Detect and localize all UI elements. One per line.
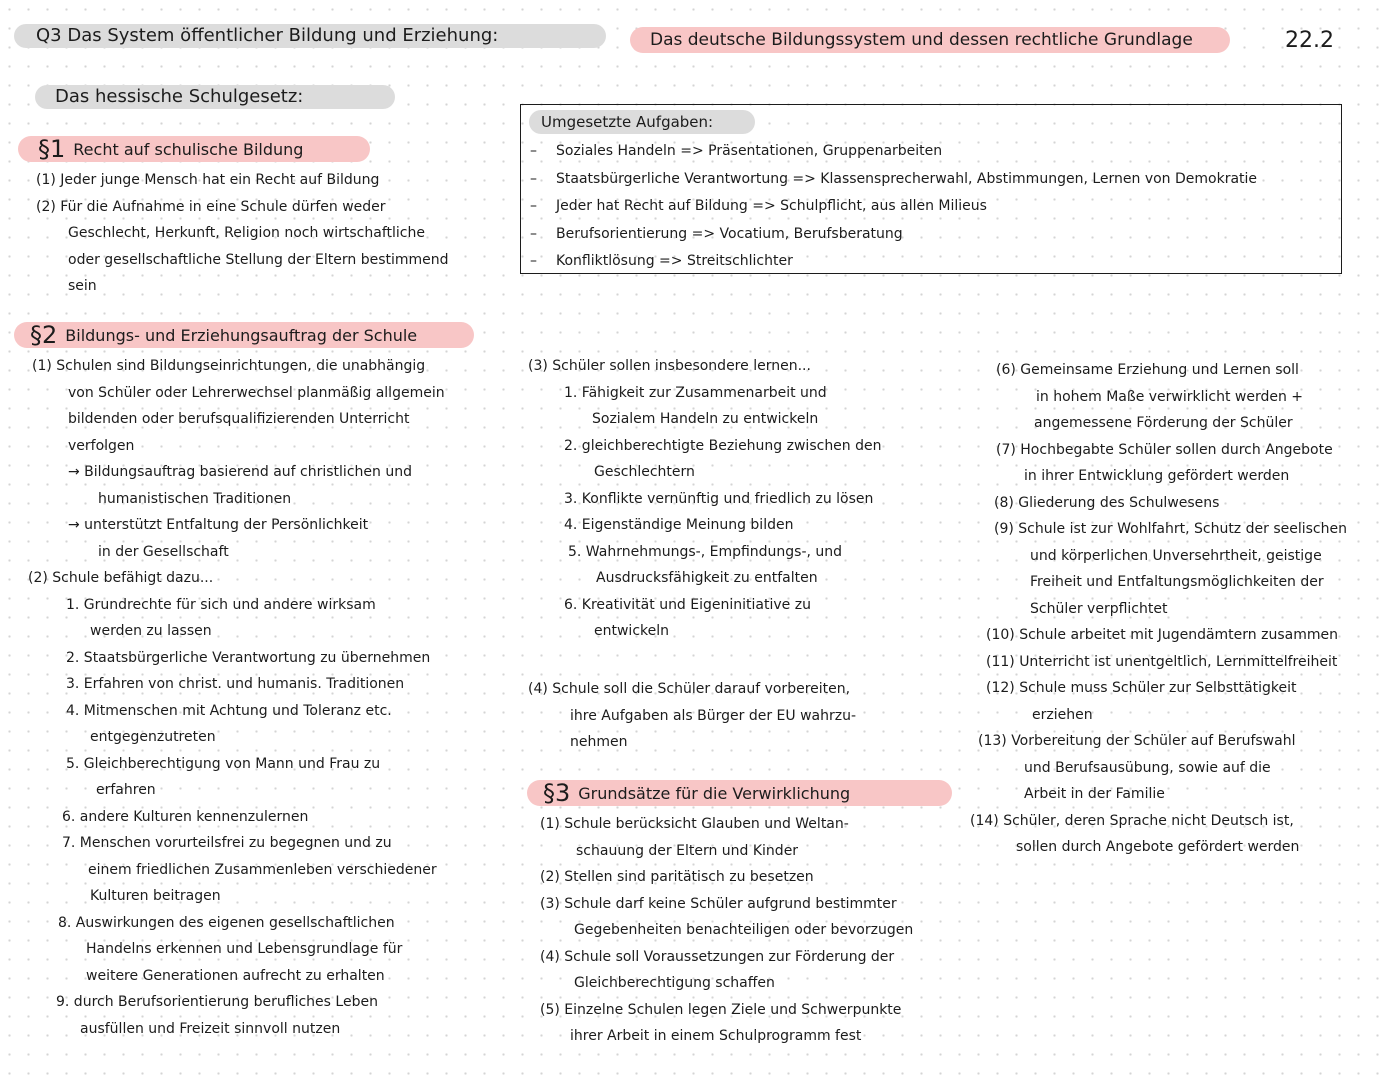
text-line: Gegebenheiten benachteiligen oder bevorzugen: [574, 922, 914, 938]
text-line: Geschlecht, Herkunft, Religion noch wirtschaftliche: [68, 225, 425, 241]
text-line: und körperlichen Unversehrtheit, geistige: [1030, 547, 1322, 564]
text-line: Handelns erkennen und Lebensgrundlage für: [86, 941, 403, 957]
text-line: (12) Schule muss Schüler zur Selbsttätigkeit: [986, 680, 1297, 696]
text-line: (1) Schulen sind Bildungseinrichtungen, die unabhängig: [32, 358, 426, 374]
text-line: 1. Fähigkeit zur Zusammenarbeit und: [564, 384, 827, 401]
paragraph-2-column-1: [28, 353, 445, 1042]
text-line: (2) Schule befähigt dazu...: [28, 570, 214, 586]
text-line: (7) Hochbegabte Schüler sollen durch Angebote: [996, 441, 1333, 458]
paragraph-2-symbol: §2: [30, 321, 58, 349]
text-line: in hohem Maße verwirklicht werden +: [1036, 388, 1304, 405]
text-line: in der Gesellschaft: [98, 543, 229, 560]
text-line: nehmen: [570, 734, 628, 750]
page-title: Q3 Das System öffentlicher Bildung und Erziehung:: [14, 24, 606, 48]
text-line: 3. Erfahren von christ. und humanis. Traditionen: [66, 676, 405, 692]
text-line: (13) Vorbereitung der Schüler auf Berufswahl: [978, 733, 1296, 749]
text-line: erziehen: [1032, 706, 1093, 723]
text-line: sollen durch Angebote gefördert werden: [1016, 839, 1300, 855]
paragraph-2-column-3: [970, 357, 1347, 861]
text-line: entwickeln: [594, 623, 669, 639]
text-line: Kulturen beitragen: [90, 888, 221, 904]
text-line: → unterstützt Entfaltung der Persönlichkeit: [68, 517, 369, 533]
text-line: 2. Staatsbürgerliche Verantwortung zu übernehmen: [66, 649, 431, 666]
text-line: (8) Gliederung des Schulwesens: [994, 494, 1220, 511]
text-line: 3. Konflikte vernünftig und friedlich zu lösen: [564, 490, 874, 507]
text-line: (1) Jeder junge Mensch hat ein Recht auf Bildung: [36, 172, 380, 188]
text-line: ihrer Arbeit in einem Schulprogramm fest: [570, 1028, 862, 1044]
paragraph-1-symbol: §1: [38, 135, 66, 163]
list-item: – Konfliktlösung => Streitschlichter: [530, 253, 793, 269]
text-line: (10) Schule arbeitet mit Jugendämtern zusammen: [986, 627, 1338, 643]
text-line: (1) Schule berücksicht Glauben und Weltan-: [540, 816, 849, 832]
list-item: – Berufsorientierung => Vocatium, Berufsberatung: [530, 225, 903, 242]
text-line: humanistischen Traditionen: [98, 490, 292, 507]
text-line: 6. Kreativität und Eigeninitiative zu: [564, 596, 811, 613]
list-item: – Soziales Handeln => Präsentationen, Gruppenarbeiten: [530, 143, 943, 159]
text-line: und Berufsausübung, sowie auf die: [1024, 759, 1271, 776]
paragraph-1-heading: §1 Recht auf schulische Bildung: [18, 136, 370, 162]
text-line: weitere Generationen aufrecht zu erhalten: [86, 967, 385, 984]
text-line: 4. Eigenständige Meinung bilden: [564, 517, 794, 533]
paragraph-3-heading: §3 Grundsätze für die Verwirklichung: [527, 780, 952, 806]
text-line: sein: [68, 278, 97, 294]
text-line: (4) Schule soll die Schüler darauf vorbereiten,: [528, 681, 851, 697]
text-line: in ihrer Entwicklung gefördert werden: [1024, 468, 1290, 484]
text-line: werden zu lassen: [90, 623, 212, 639]
paragraph-2-column-2b: [528, 676, 856, 756]
paragraph-1-body: [36, 167, 449, 300]
tasks-list: [530, 138, 1257, 276]
text-line: (3) Schüler sollen insbesondere lernen...: [528, 358, 811, 374]
text-line: 2. gleichberechtigte Beziehung zwischen den: [564, 437, 882, 454]
text-line: → Bildungsauftrag basierend auf christlichen und: [68, 464, 412, 480]
text-line: (4) Schule soll Voraussetzungen zur Förderung der: [540, 948, 895, 965]
text-line: Schüler verpflichtet: [1030, 600, 1168, 617]
text-line: Arbeit in der Familie: [1024, 786, 1165, 802]
section-heading-schulgesetz: Das hessische Schulgesetz:: [35, 85, 395, 109]
tasks-box-title: Umgesetzte Aufgaben:: [529, 110, 755, 134]
text-line: schauung der Eltern und Kinder: [576, 842, 799, 859]
text-line: Ausdrucksfähigkeit zu entfalten: [596, 570, 818, 586]
text-line: angemessene Förderung der Schüler: [1034, 415, 1293, 431]
topic-title: Das deutsche Bildungssystem und dessen rechtliche Grundlage: [630, 27, 1230, 53]
text-line: 5. Wahrnehmungs-, Empfindungs-, und: [568, 543, 843, 560]
text-line: Freiheit und Entfaltungsmöglichkeiten der: [1030, 574, 1324, 590]
text-line: (9) Schule ist zur Wohlfahrt, Schutz der seelischen: [994, 521, 1347, 537]
date-label: 22.2: [1285, 28, 1334, 53]
text-line: Sozialem Handeln zu entwickeln: [592, 411, 819, 427]
text-line: (2) Für die Aufnahme in eine Schule dürfen weder: [36, 198, 386, 215]
paragraph-2-heading: §2 Bildungs- und Erziehungsauftrag der Schule: [14, 322, 474, 348]
text-line: (3) Schule darf keine Schüler aufgrund bestimmter: [540, 895, 897, 912]
text-line: (14) Schüler, deren Sprache nicht Deutsch ist,: [970, 812, 1294, 829]
paragraph-2-column-2: [528, 353, 882, 645]
text-line: bildenden oder berufsqualifizierenden Unterricht: [68, 411, 410, 427]
text-line: 8. Auswirkungen des eigenen gesellschaftlichen: [58, 914, 395, 931]
text-line: ihre Aufgaben als Bürger der EU wahrzu-: [570, 707, 857, 724]
text-line: 1. Grundrechte für sich und andere wirksam: [66, 596, 376, 613]
text-line: 7. Menschen vorurteilsfrei zu begegnen und zu: [62, 835, 392, 851]
text-line: Geschlechtern: [594, 464, 695, 480]
text-line: (11) Unterricht ist unentgeltlich, Lernmittelfreiheit: [986, 653, 1338, 670]
text-line: entgegenzutreten: [90, 729, 216, 745]
text-line: (6) Gemeinsame Erziehung und Lernen soll: [996, 362, 1299, 378]
text-line: ausfüllen und Freizeit sinnvoll nutzen: [80, 1020, 341, 1037]
list-item: – Jeder hat Recht auf Bildung => Schulpflicht, aus allen Milieus: [530, 198, 987, 214]
text-line: 5. Gleichberechtigung von Mann und Frau zu: [66, 755, 381, 772]
text-line: 6. andere Kulturen kennenzulernen: [62, 808, 309, 825]
text-line: von Schüler oder Lehrerwechsel planmäßig allgemein: [68, 384, 445, 401]
text-line: erfahren: [96, 782, 156, 798]
text-line: 9. durch Berufsorientierung berufliches Leben: [56, 994, 378, 1010]
text-line: 4. Mitmenschen mit Achtung und Toleranz etc.: [66, 702, 392, 719]
text-line: (5) Einzelne Schulen legen Ziele und Schwerpunkte: [540, 1001, 902, 1018]
text-line: (2) Stellen sind paritätisch zu besetzen: [540, 869, 814, 885]
text-line: Gleichberechtigung schaffen: [574, 975, 775, 991]
text-line: oder gesellschaftliche Stellung der Eltern bestimmend: [68, 251, 449, 268]
text-line: verfolgen: [68, 437, 135, 454]
text-line: einem friedlichen Zusammenleben verschiedener: [88, 861, 437, 878]
paragraph-3-body: [540, 811, 913, 1050]
paragraph-3-symbol: §3: [543, 779, 571, 807]
list-item: – Staatsbürgerliche Verantwortung => Klassensprecherwahl, Abstimmungen, Lernen von Demokratie: [530, 170, 1258, 187]
